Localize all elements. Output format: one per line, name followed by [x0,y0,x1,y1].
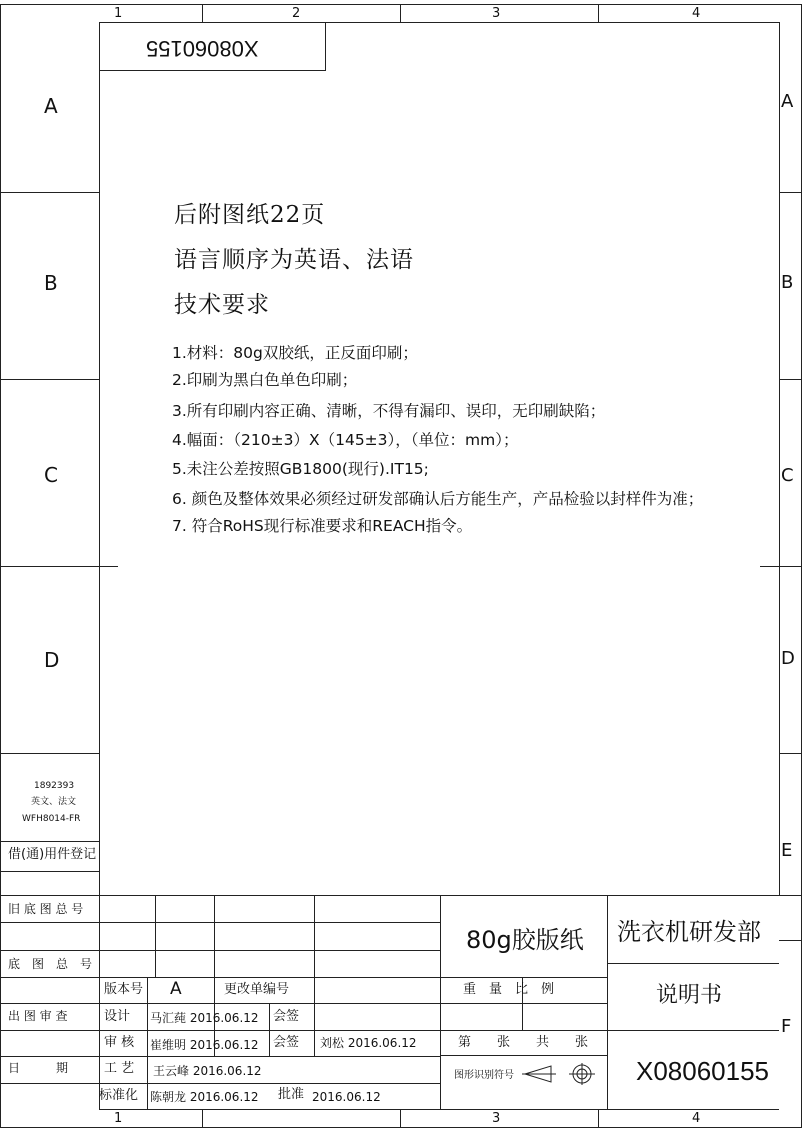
requirement-6: 6. 颜色及整体效果必须经过研发部确认后方能生产，产品检验以封样件为准； [172,490,704,508]
requirement-3: 3.所有印刷内容正确、清晰，不得有漏印、误印，无印刷缺陷； [172,402,606,420]
technical-requirements-heading: 技术要求 [174,292,270,318]
requirement-2: 2.印刷为黑白色单色印刷； [172,371,358,389]
sheet-count-label: 第 张 共 张 [458,1035,589,1050]
row-label-a-right: A [781,91,794,112]
row-label-e-right: E [781,840,793,861]
row-label-a: A [44,94,58,118]
row-label-d: D [44,648,60,672]
part-number: X08060155 [636,1056,770,1086]
date-label: 日 期 [8,1061,69,1075]
version-value: A [170,979,182,999]
row-label-d-right: D [781,648,795,669]
change-number-label: 更改单编号 [224,982,290,997]
mirrored-part-code: X08060155 [146,36,259,61]
standardization-label: 标准化 [99,1088,139,1103]
side-note-language: 英文、法文 [31,797,77,807]
version-label: 版本号 [104,982,144,997]
cosign-label-2: 会签 [273,1035,300,1050]
cosign-label: 会签 [273,1009,300,1024]
side-note-model: WFH8014-FR [22,814,81,824]
weight-scale-label: 重 量 比 例 [463,982,555,997]
issue-review-label: 出 图 审 查 [8,1009,68,1023]
language-order-note: 语言顺序为英语、法语 [174,247,414,273]
base-drawing-number-label: 底 图 总 号 [8,957,93,971]
process-engineer-name: 王云峰 2016.06.12 [153,1064,262,1078]
requirement-7: 7. 符合RoHS现行标准要求和REACH指令。 [172,517,473,535]
row-label-c-right: C [781,465,794,486]
requirement-4: 4.幅面：（210±3）X（145±3），（单位：mm）； [172,431,519,449]
column-label-4-bottom: 4 [692,1111,701,1126]
designer-name: 马汇莼 2016.06.12 [150,1011,259,1025]
symbol-label: 图形识别符号 [454,1070,514,1081]
department-label: 洗衣机研发部 [617,918,761,946]
side-note-code: 1892393 [34,781,75,791]
requirement-5: 5.未注公差按照GB1800(现行).IT15; [172,460,429,478]
row-label-b: B [44,271,58,295]
column-label-3-bottom: 3 [492,1111,501,1126]
standardization-name: 陈朝龙 2016.06.12 [150,1090,259,1104]
register-label: 借(通)用件登记 [8,847,97,862]
approve-label: 批准 [278,1087,305,1102]
column-label-3: 3 [492,6,501,21]
row-label-b-right: B [781,272,794,293]
cosigner-name: 刘松 2016.06.12 [320,1036,417,1050]
column-label-1-bottom: 1 [114,1111,123,1126]
reviewer-name: 崔维明 2016.06.12 [150,1038,259,1052]
column-label-2: 2 [292,6,301,21]
projection-symbol-icon [522,1063,602,1085]
page-count-note: 后附图纸22页 [174,202,326,228]
row-label-c: C [44,463,58,487]
process-label: 工 艺 [104,1061,135,1076]
approve-date: 2016.06.12 [312,1090,381,1104]
column-label-4: 4 [692,6,701,21]
column-label-1: 1 [114,6,123,21]
design-label: 设计 [104,1009,131,1024]
review-label: 审 核 [104,1035,135,1050]
requirement-1: 1.材料：80g双胶纸，正反面印刷； [172,344,418,362]
document-type-label: 说明书 [656,983,723,1008]
material-label: 80g胶版纸 [466,926,584,954]
old-drawing-number-label: 旧 底 图 总 号 [8,902,84,916]
row-label-f-right: F [781,1016,792,1037]
